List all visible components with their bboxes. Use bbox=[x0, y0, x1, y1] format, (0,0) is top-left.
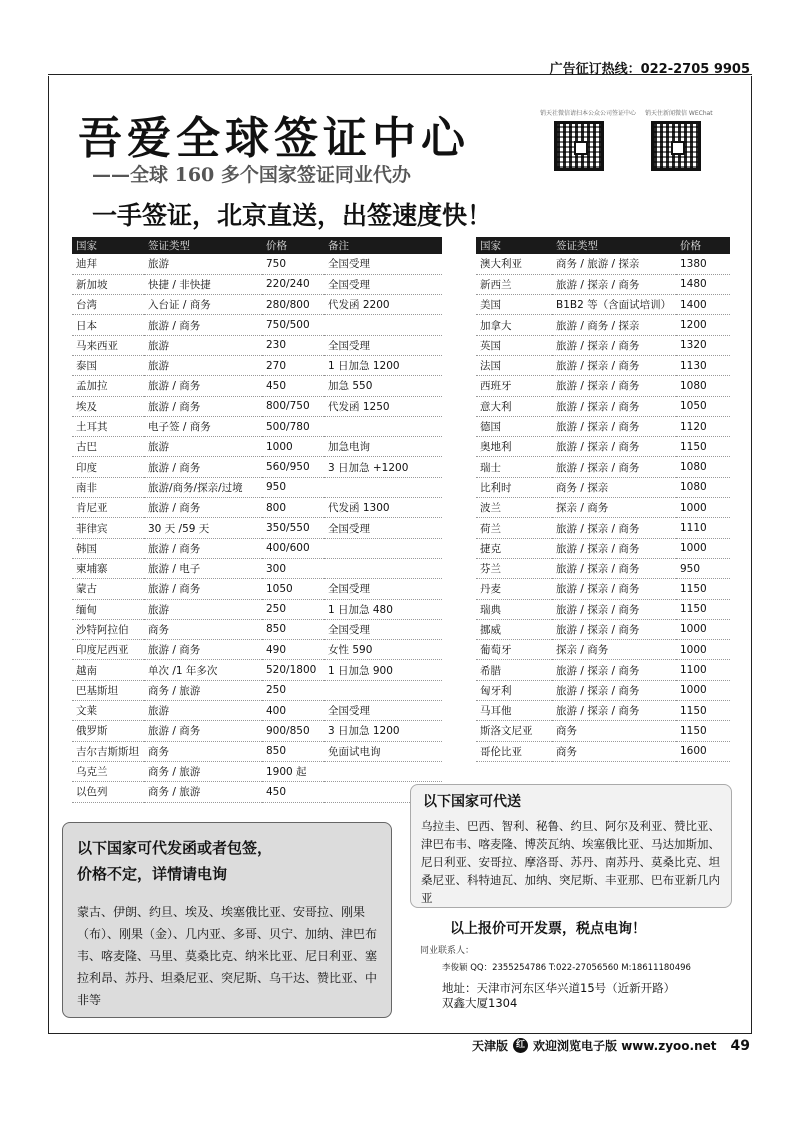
right-table-cell: 希腊 bbox=[476, 660, 552, 680]
table-row bbox=[476, 274, 730, 294]
left-table-header-cell: 备注 bbox=[324, 237, 442, 254]
right-table-cell: 新西兰 bbox=[476, 274, 552, 294]
right-table-cell: 1150 bbox=[676, 599, 730, 619]
table-row bbox=[476, 518, 730, 538]
table-row bbox=[476, 457, 730, 477]
left-table-cell: 古巴 bbox=[72, 437, 144, 457]
table-row bbox=[476, 701, 730, 721]
right-table-cell: 1150 bbox=[676, 579, 730, 599]
left-table-cell bbox=[324, 477, 442, 497]
right-table-cell: 旅游 / 探亲 / 商务 bbox=[552, 274, 676, 294]
left-table-cell: 30 天 /59 天 bbox=[144, 518, 262, 538]
right-table-cell: 1400 bbox=[676, 295, 730, 315]
left-table-cell: 旅游 / 商务 bbox=[144, 457, 262, 477]
table-row bbox=[72, 599, 442, 619]
left-table-cell: 越南 bbox=[72, 660, 144, 680]
left-table-header-cell: 价格 bbox=[262, 237, 324, 254]
table-row bbox=[476, 579, 730, 599]
left-table-cell: 300 bbox=[262, 558, 324, 578]
right-table-cell: 探亲 / 商务 bbox=[552, 498, 676, 518]
left-table-cell: 沙特阿拉伯 bbox=[72, 619, 144, 639]
left-table-cell: 商务 / 旅游 bbox=[144, 761, 262, 781]
left-table-cell: 280/800 bbox=[262, 295, 324, 315]
left-table-cell: 旅游/商务/探亲/过境 bbox=[144, 477, 262, 497]
table-row bbox=[476, 619, 730, 639]
ad-hotline: 广告征订热线：022-2705 9905 bbox=[549, 62, 750, 77]
left-table-cell: 350/550 bbox=[262, 518, 324, 538]
left-table-cell: 南非 bbox=[72, 477, 144, 497]
left-table-cell: 1 日加急 480 bbox=[324, 599, 442, 619]
table-row bbox=[476, 315, 730, 335]
table-row bbox=[72, 761, 442, 781]
right-table-cell: 美国 bbox=[476, 295, 552, 315]
right-table-cell: 英国 bbox=[476, 335, 552, 355]
contact-info: 李俊颖 QQ：2355254786 T:022-27056560 M:18611180496 bbox=[442, 963, 691, 973]
qr-block-1 bbox=[540, 108, 640, 171]
right-table-cell: 西班牙 bbox=[476, 376, 552, 396]
slogan: 一手签证，北京直送，出签速度快！ bbox=[92, 201, 493, 230]
table-row bbox=[476, 437, 730, 457]
left-table-cell: 750 bbox=[262, 254, 324, 274]
left-table-cell: 旅游 bbox=[144, 355, 262, 375]
left-table-cell: 旅游 bbox=[144, 437, 262, 457]
delivery-panel bbox=[410, 784, 732, 908]
right-table-cell: 比利时 bbox=[476, 477, 552, 497]
left-table-header-cell: 国家 bbox=[72, 237, 144, 254]
right-table-cell: 1130 bbox=[676, 355, 730, 375]
right-table-cell: 旅游 / 探亲 / 商务 bbox=[552, 437, 676, 457]
left-table-cell: 500/780 bbox=[262, 416, 324, 436]
table-row bbox=[476, 599, 730, 619]
left-table-cell: 270 bbox=[262, 355, 324, 375]
left-table-cell: 旅游 / 商务 bbox=[144, 396, 262, 416]
right-table-cell: 旅游 / 探亲 / 商务 bbox=[552, 538, 676, 558]
left-table-cell: 埃及 bbox=[72, 396, 144, 416]
left-table-header-cell: 签证类型 bbox=[144, 237, 262, 254]
delivery-panel-title: 以下国家可代送 bbox=[423, 794, 521, 810]
right-table-cell: 探亲 / 商务 bbox=[552, 640, 676, 660]
table-row bbox=[476, 741, 730, 761]
table-row bbox=[72, 741, 442, 761]
left-table-cell: 代发函 1300 bbox=[324, 498, 442, 518]
left-table-cell: 560/950 bbox=[262, 457, 324, 477]
right-table-cell: 1150 bbox=[676, 437, 730, 457]
left-table-cell: 全国受理 bbox=[324, 579, 442, 599]
left-table-cell: 旅游 / 电子 bbox=[144, 558, 262, 578]
table-row bbox=[72, 254, 442, 274]
left-table-cell: 800 bbox=[262, 498, 324, 518]
right-table-cell: 旅游 / 探亲 / 商务 bbox=[552, 335, 676, 355]
left-table-cell: 加急电询 bbox=[324, 437, 442, 457]
left-table-cell: 旅游 / 商务 bbox=[144, 538, 262, 558]
right-table-cell: 950 bbox=[676, 558, 730, 578]
right-table-cell: 1380 bbox=[676, 254, 730, 274]
page-subtitle: ——全球 160 多个国家签证同业代办 bbox=[92, 164, 411, 186]
delivery-panel-body: 乌拉圭、巴西、智利、秘鲁、约旦、阿尔及利亚、赞比亚、津巴布韦、喀麦隆、博茨瓦纳、埃塞俄比亚、马达加斯加、尼日利亚、安哥拉、摩洛哥、苏丹、南苏丹、莫桑比克、坦桑尼亚、科特迪瓦、加纳、突尼斯、丰亚那、巴布亚新几内亚 bbox=[421, 819, 720, 905]
left-table-cell: 3 日加急 +1200 bbox=[324, 457, 442, 477]
left-table-cell: 俄罗斯 bbox=[72, 721, 144, 741]
left-table-cell: 250 bbox=[262, 680, 324, 700]
right-table-cell: 旅游 / 探亲 / 商务 bbox=[552, 619, 676, 639]
left-table-cell: 迪拜 bbox=[72, 254, 144, 274]
left-table-cell: 加急 550 bbox=[324, 376, 442, 396]
left-table-cell: 印度尼西亚 bbox=[72, 640, 144, 660]
left-table-cell: 文莱 bbox=[72, 701, 144, 721]
table-row bbox=[72, 274, 442, 294]
table-row bbox=[72, 619, 442, 639]
table-row bbox=[72, 355, 442, 375]
right-table-cell: 1100 bbox=[676, 660, 730, 680]
table-row bbox=[72, 498, 442, 518]
right-table-cell: 1320 bbox=[676, 335, 730, 355]
price-table-left bbox=[72, 237, 442, 803]
left-table-cell: 旅游 / 商务 bbox=[144, 640, 262, 660]
table-row bbox=[72, 295, 442, 315]
right-table-cell: 1480 bbox=[676, 274, 730, 294]
page-number: 49 bbox=[730, 1037, 750, 1054]
left-table-cell: 旅游 bbox=[144, 599, 262, 619]
left-table-cell: 日本 bbox=[72, 315, 144, 335]
right-table-header-cell: 签证类型 bbox=[552, 237, 676, 254]
left-table-cell: 旅游 / 商务 bbox=[144, 579, 262, 599]
right-table-cell: 1080 bbox=[676, 477, 730, 497]
right-table-cell: 商务 / 探亲 bbox=[552, 477, 676, 497]
right-table-cell: 1110 bbox=[676, 518, 730, 538]
left-table-cell: 以色列 bbox=[72, 782, 144, 802]
invitation-panel bbox=[62, 822, 392, 1018]
right-table-cell: 旅游 / 探亲 / 商务 bbox=[552, 396, 676, 416]
left-table-cell: 肯尼亚 bbox=[72, 498, 144, 518]
right-table-cell: 波兰 bbox=[476, 498, 552, 518]
edition-label: 天津版 bbox=[472, 1039, 509, 1053]
right-table-cell: 丹麦 bbox=[476, 579, 552, 599]
left-table-cell: 1900 起 bbox=[262, 761, 324, 781]
left-table-cell: 全国受理 bbox=[324, 619, 442, 639]
left-table-cell: 全国受理 bbox=[324, 701, 442, 721]
left-table-cell: 450 bbox=[262, 376, 324, 396]
table-row bbox=[476, 640, 730, 660]
qr-block-2 bbox=[645, 108, 745, 171]
table-row bbox=[72, 477, 442, 497]
table-row bbox=[72, 640, 442, 660]
right-table-cell: 斯洛文尼亚 bbox=[476, 721, 552, 741]
left-table-cell: 乌克兰 bbox=[72, 761, 144, 781]
right-table-cell: 捷克 bbox=[476, 538, 552, 558]
right-table-cell: 1050 bbox=[676, 396, 730, 416]
page-footer bbox=[472, 1037, 750, 1054]
left-table-cell: 490 bbox=[262, 640, 324, 660]
qr-caption-2: 销天住新闻微信 WEChat bbox=[645, 110, 713, 117]
right-table-cell: 1080 bbox=[676, 457, 730, 477]
left-table-cell bbox=[324, 761, 442, 781]
left-table-cell: 旅游 bbox=[144, 701, 262, 721]
table-row bbox=[476, 254, 730, 274]
table-row bbox=[476, 680, 730, 700]
qr-code-icon[interactable] bbox=[651, 121, 701, 171]
right-table-cell: 1600 bbox=[676, 741, 730, 761]
table-row bbox=[476, 477, 730, 497]
left-table-cell: 泰国 bbox=[72, 355, 144, 375]
left-table-cell: 新加坡 bbox=[72, 274, 144, 294]
left-table-cell: 台湾 bbox=[72, 295, 144, 315]
table-row bbox=[72, 376, 442, 396]
right-table-cell: 1000 bbox=[676, 538, 730, 558]
right-table-cell: 商务 / 旅游 / 探亲 bbox=[552, 254, 676, 274]
right-table-cell: 哥伦比亚 bbox=[476, 741, 552, 761]
table-row bbox=[476, 396, 730, 416]
left-table-cell: 1 日加急 900 bbox=[324, 660, 442, 680]
right-table-cell: 1120 bbox=[676, 416, 730, 436]
left-table-cell: 商务 / 旅游 bbox=[144, 782, 262, 802]
page-title: 吾爱全球签证中心 bbox=[78, 113, 470, 164]
right-table-cell: 奥地利 bbox=[476, 437, 552, 457]
left-table-cell: 旅游 bbox=[144, 254, 262, 274]
table-row bbox=[72, 538, 442, 558]
left-table-cell: 520/1800 bbox=[262, 660, 324, 680]
left-table-cell: 3 日加急 1200 bbox=[324, 721, 442, 741]
left-table-cell bbox=[324, 315, 442, 335]
left-table-cell: 450 bbox=[262, 782, 324, 802]
right-table-cell: 荷兰 bbox=[476, 518, 552, 538]
right-table-cell: 旅游 / 探亲 / 商务 bbox=[552, 660, 676, 680]
right-table-cell: 瑞典 bbox=[476, 599, 552, 619]
qr-code-icon[interactable] bbox=[554, 121, 604, 171]
right-table-cell: 1000 bbox=[676, 619, 730, 639]
right-table-cell: 1200 bbox=[676, 315, 730, 335]
left-table-cell: 旅游 / 商务 bbox=[144, 315, 262, 335]
left-table-cell: 免面试电询 bbox=[324, 741, 442, 761]
table-row bbox=[72, 680, 442, 700]
right-table-header-cell: 价格 bbox=[676, 237, 730, 254]
left-table-cell: 柬埔寨 bbox=[72, 558, 144, 578]
table-row bbox=[72, 782, 442, 802]
left-table-cell: 代发函 2200 bbox=[324, 295, 442, 315]
address-line-1: 地址：天津市河东区华兴道15号（近新开路） bbox=[442, 981, 676, 995]
right-table-header-cell: 国家 bbox=[476, 237, 552, 254]
table-row bbox=[72, 721, 442, 741]
left-table-cell: 旅游 / 商务 bbox=[144, 721, 262, 741]
left-table-cell bbox=[324, 538, 442, 558]
invitation-panel-body: 蒙古、伊朗、约旦、埃及、埃塞俄比亚、安哥拉、刚果（布）、刚果（金）、几内亚、多哥、贝宁、加纳、津巴布韦、喀麦隆、马里、莫桑比克、纳米比亚、尼日利亚、塞拉利昂、苏丹、坦桑尼亚、突尼斯、乌干达、赞比亚、中非等 bbox=[77, 905, 378, 1007]
right-table-cell: 旅游 / 探亲 / 商务 bbox=[552, 518, 676, 538]
right-table-cell: 1150 bbox=[676, 721, 730, 741]
right-table-cell: 法国 bbox=[476, 355, 552, 375]
contact-label: 同业联系人： bbox=[420, 946, 475, 956]
right-table-cell: 旅游 / 商务 / 探亲 bbox=[552, 315, 676, 335]
left-table-cell: 马来西亚 bbox=[72, 335, 144, 355]
table-row bbox=[72, 335, 442, 355]
left-table-cell: 孟加拉 bbox=[72, 376, 144, 396]
left-table-cell: 全国受理 bbox=[324, 518, 442, 538]
right-table-cell: 旅游 / 探亲 / 商务 bbox=[552, 457, 676, 477]
left-table-cell: 220/240 bbox=[262, 274, 324, 294]
table-row bbox=[476, 416, 730, 436]
left-table-cell: 750/500 bbox=[262, 315, 324, 335]
right-table-cell: 旅游 / 探亲 / 商务 bbox=[552, 599, 676, 619]
right-table-cell: 旅游 / 探亲 / 商务 bbox=[552, 558, 676, 578]
left-table-cell bbox=[324, 558, 442, 578]
table-row bbox=[476, 355, 730, 375]
left-table-cell: 全国受理 bbox=[324, 254, 442, 274]
price-table-right bbox=[476, 237, 730, 762]
table-row bbox=[72, 315, 442, 335]
left-table-cell: 400/600 bbox=[262, 538, 324, 558]
right-table-cell: B1B2 等（含面试培训） bbox=[552, 295, 676, 315]
right-table-cell: 匈牙利 bbox=[476, 680, 552, 700]
left-table-cell: 单次 /1 年多次 bbox=[144, 660, 262, 680]
right-table-cell: 挪威 bbox=[476, 619, 552, 639]
table-row bbox=[72, 416, 442, 436]
left-table-cell: 1 日加急 1200 bbox=[324, 355, 442, 375]
right-table-cell: 1080 bbox=[676, 376, 730, 396]
right-table-cell: 旅游 / 探亲 / 商务 bbox=[552, 701, 676, 721]
table-row bbox=[72, 518, 442, 538]
table-row bbox=[72, 396, 442, 416]
table-row bbox=[476, 721, 730, 741]
left-table-cell: 900/850 bbox=[262, 721, 324, 741]
table-row bbox=[72, 701, 442, 721]
left-table-cell: 商务 bbox=[144, 741, 262, 761]
footer-welcome[interactable]: 欢迎浏览电子版 www.zyoo.net bbox=[533, 1039, 717, 1053]
left-table-cell: 旅游 / 商务 bbox=[144, 498, 262, 518]
invitation-panel-title-1: 以下国家可代发函或者包签， bbox=[77, 839, 273, 857]
left-table-cell: 缅甸 bbox=[72, 599, 144, 619]
left-table-cell: 菲律宾 bbox=[72, 518, 144, 538]
right-table-cell: 马耳他 bbox=[476, 701, 552, 721]
right-table-cell: 葡萄牙 bbox=[476, 640, 552, 660]
right-table-cell: 1150 bbox=[676, 701, 730, 721]
left-table-cell: 女性 590 bbox=[324, 640, 442, 660]
left-table-cell: 全国受理 bbox=[324, 335, 442, 355]
left-table-cell: 1050 bbox=[262, 579, 324, 599]
right-table-cell: 旅游 / 探亲 / 商务 bbox=[552, 579, 676, 599]
left-table-cell: 800/750 bbox=[262, 396, 324, 416]
table-row bbox=[476, 498, 730, 518]
table-row bbox=[476, 376, 730, 396]
invoice-note: 以上报价可开发票，税点电询！ bbox=[450, 921, 646, 937]
left-table-cell: 蒙古 bbox=[72, 579, 144, 599]
table-row bbox=[476, 558, 730, 578]
left-table-cell: 印度 bbox=[72, 457, 144, 477]
left-table-cell: 旅游 / 商务 bbox=[144, 376, 262, 396]
right-table-cell: 旅游 / 探亲 / 商务 bbox=[552, 680, 676, 700]
right-table-cell: 澳大利亚 bbox=[476, 254, 552, 274]
left-table-cell: 400 bbox=[262, 701, 324, 721]
table-row bbox=[72, 558, 442, 578]
right-table-cell: 1000 bbox=[676, 640, 730, 660]
left-table-cell: 土耳其 bbox=[72, 416, 144, 436]
right-table-cell: 意大利 bbox=[476, 396, 552, 416]
left-table-cell: 代发函 1250 bbox=[324, 396, 442, 416]
right-table-cell: 旅游 / 探亲 / 商务 bbox=[552, 416, 676, 436]
left-table-cell bbox=[324, 680, 442, 700]
left-table-cell: 1000 bbox=[262, 437, 324, 457]
header-divider bbox=[48, 74, 752, 75]
table-row bbox=[476, 660, 730, 680]
left-table-cell: 商务 / 旅游 bbox=[144, 680, 262, 700]
left-table-cell: 韩国 bbox=[72, 538, 144, 558]
table-row bbox=[476, 538, 730, 558]
left-table-cell: 巴基斯坦 bbox=[72, 680, 144, 700]
left-table-cell: 旅游 bbox=[144, 335, 262, 355]
table-row bbox=[72, 457, 442, 477]
left-table-cell: 850 bbox=[262, 619, 324, 639]
left-table-cell: 850 bbox=[262, 741, 324, 761]
left-table-cell: 入台证 / 商务 bbox=[144, 295, 262, 315]
table-row bbox=[476, 335, 730, 355]
table-row bbox=[72, 579, 442, 599]
table-row bbox=[476, 295, 730, 315]
table-row bbox=[72, 660, 442, 680]
left-table-cell: 250 bbox=[262, 599, 324, 619]
left-table-cell: 全国受理 bbox=[324, 274, 442, 294]
right-table-cell: 1000 bbox=[676, 498, 730, 518]
table-row bbox=[72, 437, 442, 457]
left-table-cell bbox=[324, 416, 442, 436]
right-table-cell: 商务 bbox=[552, 741, 676, 761]
left-table-cell: 950 bbox=[262, 477, 324, 497]
left-table-cell: 230 bbox=[262, 335, 324, 355]
left-table-cell: 商务 bbox=[144, 619, 262, 639]
right-table-cell: 加拿大 bbox=[476, 315, 552, 335]
address-line-2: 双鑫大厦1304 bbox=[442, 996, 518, 1010]
invitation-panel-title-2: 价格不定，详情请电询 bbox=[77, 865, 228, 883]
left-table-cell: 电子签 / 商务 bbox=[144, 416, 262, 436]
right-table-cell: 芬兰 bbox=[476, 558, 552, 578]
logo-icon: 红 bbox=[513, 1038, 528, 1053]
right-table-cell: 1000 bbox=[676, 680, 730, 700]
right-table-cell: 旅游 / 探亲 / 商务 bbox=[552, 355, 676, 375]
right-table-cell: 德国 bbox=[476, 416, 552, 436]
left-table-cell: 吉尔吉斯斯坦 bbox=[72, 741, 144, 761]
right-table-cell: 瑞士 bbox=[476, 457, 552, 477]
right-table-cell: 旅游 / 探亲 / 商务 bbox=[552, 376, 676, 396]
left-table-cell: 快捷 / 非快捷 bbox=[144, 274, 262, 294]
right-table-cell: 商务 bbox=[552, 721, 676, 741]
qr-caption-1: 销天社微信请扫本公众公司签证中心 bbox=[540, 110, 637, 117]
